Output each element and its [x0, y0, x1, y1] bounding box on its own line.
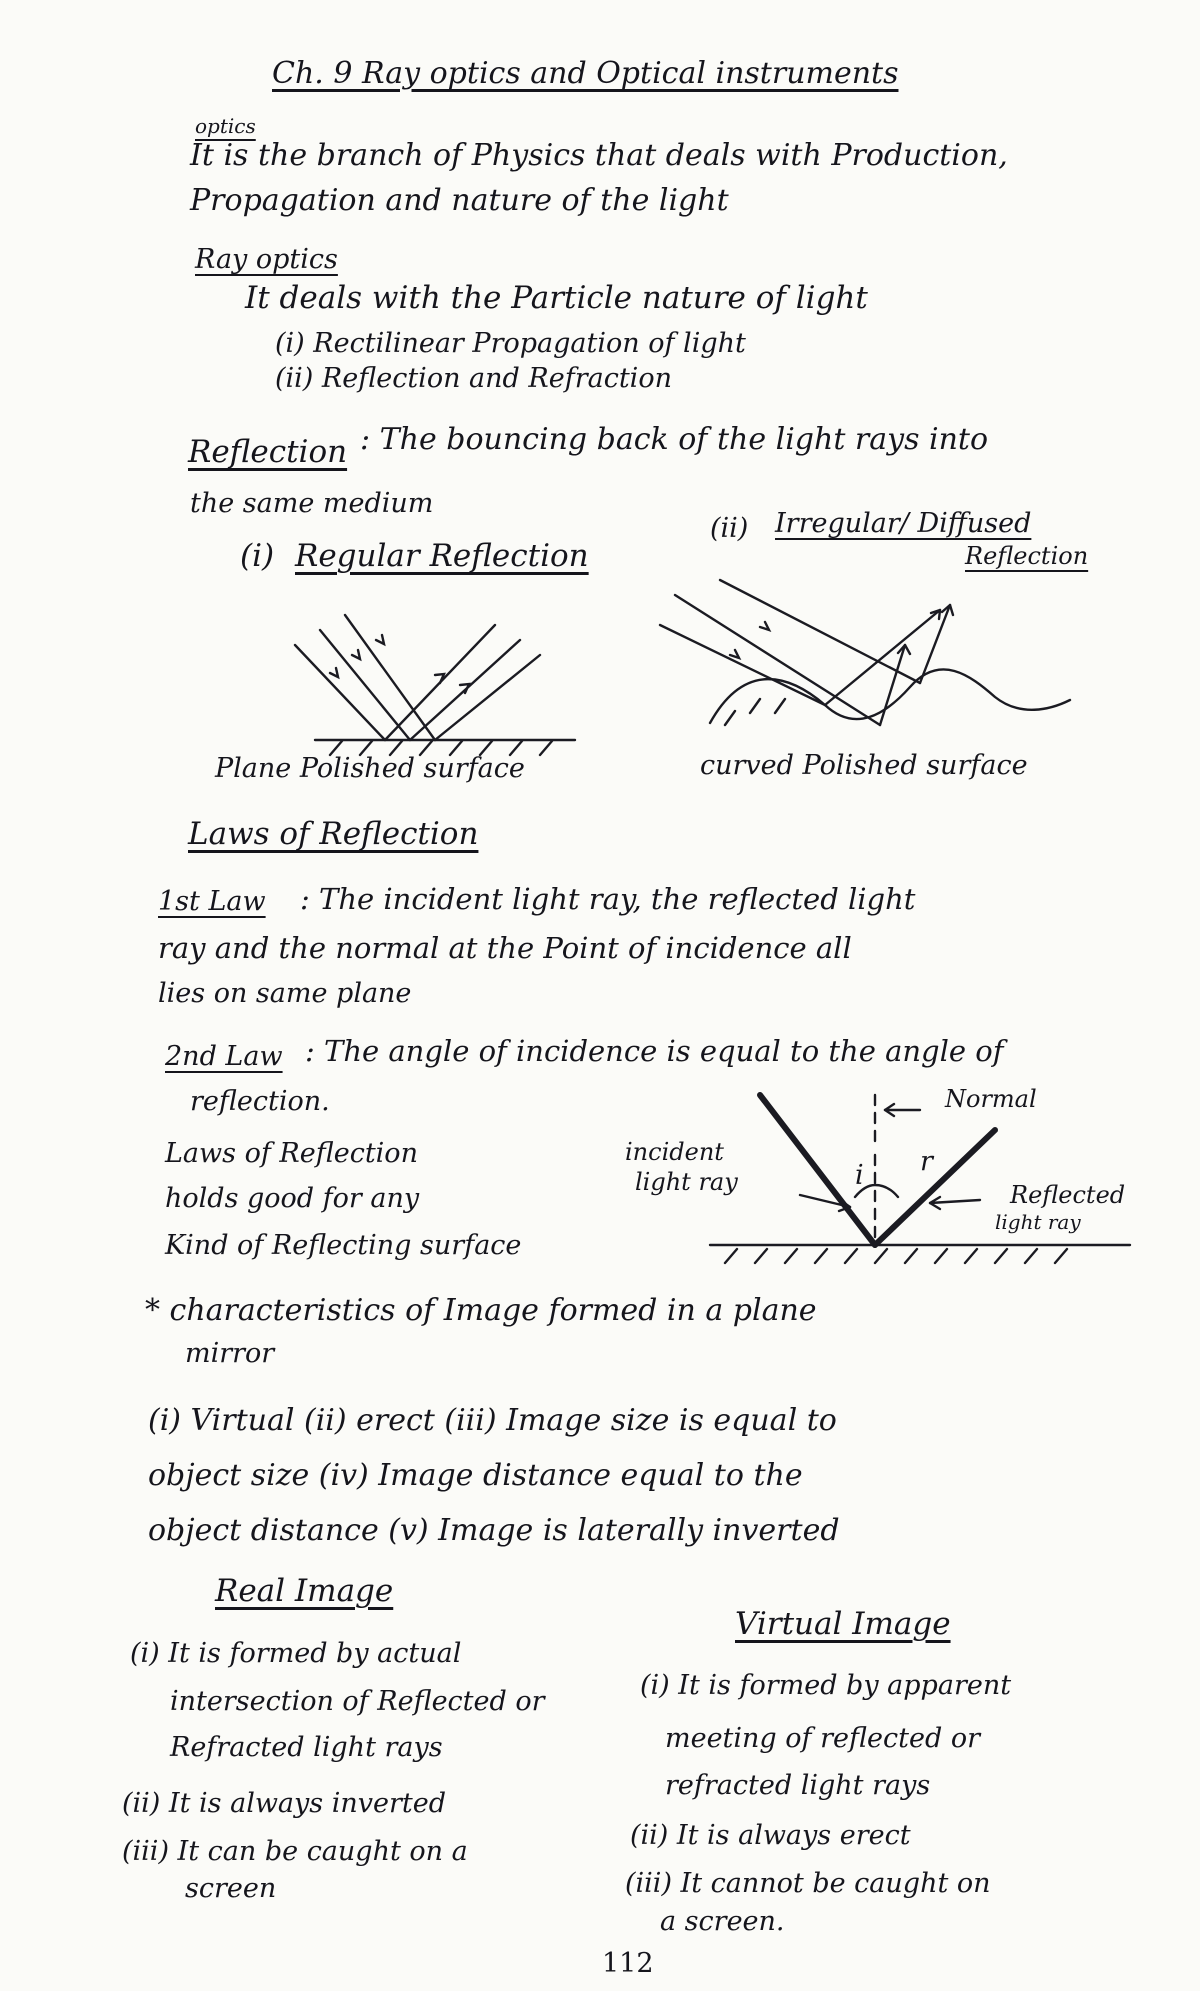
- irregular-reflection-heading-2: Reflection: [965, 542, 1089, 570]
- real-image-title: Real Image: [215, 1573, 394, 1609]
- regular-reflection-heading: Regular Reflection: [295, 538, 589, 574]
- plane-surface-caption: Plane Polished surface: [215, 753, 525, 784]
- virtual-image-title: Virtual Image: [735, 1606, 951, 1642]
- real-image-point-1c: Refracted light rays: [170, 1732, 443, 1763]
- virtual-image-point-1a: (i) It is formed by apparent: [640, 1670, 1012, 1701]
- optics-definition-line-1: It is the branch of Physics that deals with Production,: [190, 138, 1008, 173]
- second-law-line-2: reflection.: [190, 1086, 330, 1117]
- laws-note-line-3: Kind of Reflecting surface: [165, 1230, 522, 1261]
- real-image-point-2: (ii) It is always inverted: [122, 1788, 446, 1819]
- angle-r-label: r: [920, 1146, 933, 1177]
- characteristics-title-2: mirror: [185, 1338, 275, 1369]
- regular-reflection-diagram: [290, 605, 590, 755]
- angle-i-label: i: [855, 1160, 864, 1191]
- characteristics-line-2: object size (iv) Image distance equal to the: [148, 1458, 803, 1493]
- incident-ray-label-2: light ray: [635, 1168, 738, 1196]
- chapter-title: Ch. 9 Ray optics and Optical instruments: [272, 56, 899, 91]
- regular-reflection-number: (i): [240, 538, 275, 574]
- real-image-point-3a: (iii) It can be caught on a: [122, 1836, 468, 1867]
- real-image-point-1a: (i) It is formed by actual: [130, 1638, 462, 1669]
- reflected-ray-label-1: Reflected: [1010, 1181, 1126, 1209]
- irregular-reflection-number: (ii): [710, 513, 749, 544]
- optics-definition-line-2: Propagation and nature of the light: [190, 183, 729, 218]
- curved-surface-caption: curved Polished surface: [700, 750, 1028, 781]
- reflection-definition-2: the same medium: [190, 488, 434, 519]
- real-image-point-3b: screen: [185, 1873, 277, 1904]
- optics-label: optics: [195, 114, 256, 138]
- irregular-reflection-diagram: [650, 575, 1080, 745]
- first-law-line-3: lies on same plane: [158, 978, 412, 1009]
- page-number: 112: [602, 1948, 654, 1979]
- normal-label: Normal: [945, 1085, 1037, 1113]
- reflected-ray-label-2: light ray: [995, 1210, 1081, 1234]
- laws-note-line-1: Laws of Reflection: [165, 1138, 418, 1169]
- second-law-label: 2nd Law: [165, 1041, 283, 1072]
- ray-optics-item-1: (i) Rectilinear Propagation of light: [275, 328, 746, 359]
- laws-note-line-2: holds good for any: [165, 1183, 420, 1214]
- real-image-point-1b: intersection of Reflected or: [170, 1686, 545, 1717]
- characteristics-line-3: object distance (v) Image is laterally inverted: [148, 1513, 840, 1548]
- virtual-image-point-3b: a screen.: [660, 1906, 785, 1937]
- ray-optics-item-2: (ii) Reflection and Refraction: [275, 363, 672, 394]
- reflection-definition-1: : The bouncing back of the light rays into: [360, 422, 989, 457]
- reflection-label: Reflection: [188, 434, 348, 470]
- virtual-image-point-1b: meeting of reflected or: [665, 1723, 980, 1754]
- virtual-image-point-3a: (iii) It cannot be caught on: [625, 1868, 991, 1899]
- characteristics-title: * characteristics of Image formed in a plane: [145, 1293, 817, 1328]
- first-law-line-2: ray and the normal at the Point of incidence all: [158, 931, 852, 965]
- virtual-image-point-1c: refracted light rays: [665, 1770, 931, 1801]
- first-law-line-1: : The incident light ray, the reflected light: [300, 882, 916, 916]
- characteristics-line-1: (i) Virtual (ii) erect (iii) Image size is equal to: [148, 1403, 837, 1438]
- second-law-line-1: : The angle of incidence is equal to the angle of: [305, 1034, 1004, 1068]
- ray-optics-label: Ray optics: [195, 244, 338, 275]
- incident-ray-label-1: incident: [625, 1138, 724, 1166]
- irregular-reflection-heading: Irregular/ Diffused: [775, 508, 1032, 539]
- laws-of-reflection-title: Laws of Reflection: [188, 816, 479, 852]
- first-law-label: 1st Law: [158, 886, 266, 917]
- ray-optics-line-1: It deals with the Particle nature of light: [245, 280, 868, 316]
- virtual-image-point-2: (ii) It is always erect: [630, 1820, 911, 1851]
